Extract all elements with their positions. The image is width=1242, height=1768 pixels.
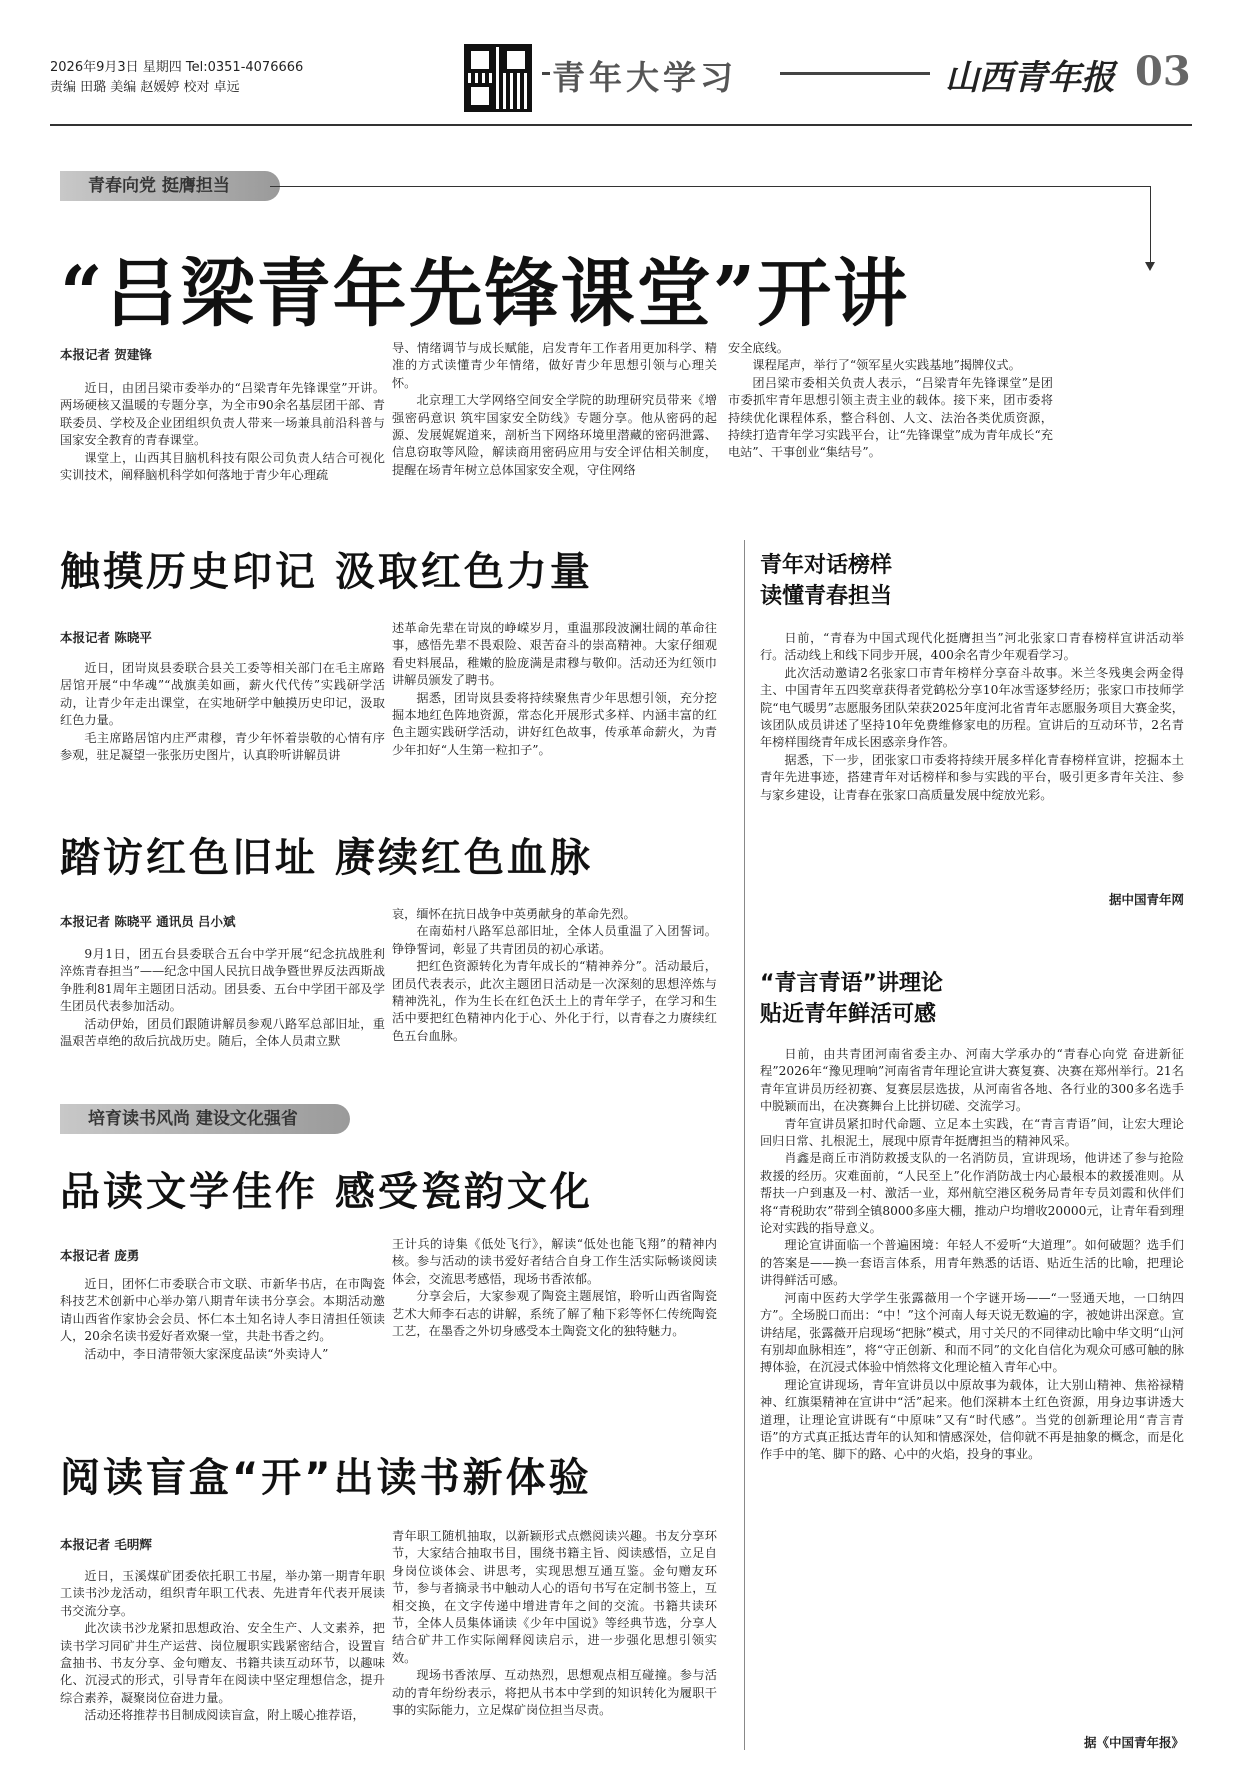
issue-date: 2026年9月3日 星期四 Tel:0351-4076666 [50, 60, 304, 75]
paragraph: 日前，“青春为中国式现代化挺膺担当”河北张家口青春榜样宣讲活动举行。活动线上和线下同步开展，400余名青少年观看学习。 [760, 631, 1184, 663]
paragraph: 安全底线。 [728, 341, 789, 355]
paragraph: 导、情绪调节与成长赋能，启发青年工作者用更加科学、精准的方式读懂青少年情绪，做好青少年思想引领与心理关怀。 [392, 341, 717, 390]
sidebar-headline-line: “青言青语”讲理论 [760, 971, 943, 996]
article-byline: 本报记者 贺建锋 [60, 347, 152, 362]
article-column [392, 1236, 717, 1340]
article-headline: 阅读盲盒“开”出读书新体验 [60, 1455, 592, 1501]
paragraph: 王计兵的诗集《低处飞行》，解读“低处也能飞翔”的精神内核。参与活动的读书爱好者结合自身工作生活实际畅谈阅读体会，交流思考感悟，现场书香浓郁。 [392, 1237, 717, 1286]
article-column [60, 946, 385, 1050]
paragraph: 现场书香浓厚、互动热烈，思想观点相互碰撞。参与活动的青年纷纷表示，将把从书本中学到的知识转化为履职干事的实际能力，立足煤矿岗位担当尽责。 [392, 1668, 717, 1718]
sidebar-column [760, 1046, 1184, 1464]
frame-rule [270, 186, 1150, 187]
article-source: 据中国青年网 [1108, 892, 1184, 907]
paragraph: 分享会后，大家参观了陶瓷主题展馆，聆听山西省陶瓷艺术大师李石志的讲解，系统了解了釉下彩等怀仁传统陶瓷工艺，在墨香之外切身感受本土陶瓷文化的独特魅力。 [392, 1289, 717, 1339]
paragraph: 近日，团怀仁市委联合市文联、市新华书店，在市陶瓷科技艺术创新中心举办第八期青年读书分享会。本期活动邀请山西省作家协会会员、怀仁本土知名诗人李日清担任领读人，20余名读书爱好者欢聚一堂，共赴书香之约。 [60, 1277, 385, 1344]
paragraph: 青年职工随机抽取，以新颖形式点燃阅读兴趣。书友分享环节，大家结合抽取书目，围绕书籍主旨、阅读感悟，立足自身岗位谈体会、讲思考，实现思想互通互鉴。金句赠友环节，参与者摘录书中触动人心的语句书写在定制书签上，互相交换，在文字传递中增进青年之间的交流。书籍共读环节，全体人员集体诵读《少年中国说》等经典节选，分享人结合矿井工作实际阐释阅读启示，进一步强化思想引领实效。 [392, 1529, 717, 1665]
paragraph: 述革命先辈在岢岚的峥嵘岁月，重温那段波澜壮阔的革命往事，感悟先辈不畏艰险、艰苦奋斗的崇高精神。大家仔细观看史料展品，稚嫩的脸庞满是肃穆与敬仰。活动还为红领巾讲解员颁发了聘书。 [392, 621, 717, 688]
article-column [60, 380, 385, 484]
column-banner: 培育读书风尚 建设文化强省 [60, 1104, 350, 1134]
sidebar-headline-line: 青年对话榜样 [760, 553, 893, 578]
article-byline: 本报记者 陈晓平 通讯员 吕小斌 [60, 914, 236, 929]
article-headline: 触摸历史印记 汲取红色力量 [60, 549, 593, 595]
article-column [728, 340, 1053, 462]
sidebar-headline-line: 读懂青春担当 [760, 584, 893, 609]
header-rule [780, 72, 930, 75]
article-column [392, 340, 717, 479]
article-headline: 品读文学佳作 感受瓷韵文化 [60, 1169, 593, 1215]
paragraph: 在南茹村八路军总部旧址，全体人员重温了入团誓词。铮铮誓词，彰显了共青团员的初心承诺。 [392, 924, 717, 956]
paragraph: 活动伊始，团员们跟随讲解员参观八路军总部旧址，重温艰苦卓绝的敌后抗战历史。随后，全体人员肃立默 [60, 1016, 385, 1049]
article-byline: 本报记者 庞勇 [60, 1248, 140, 1263]
paragraph: 此次读书沙龙紧扣思想政治、安全生产、人文素养，把读书学习同矿井生产运营、岗位履职实践紧密结合，设置盲盒抽书、书友分享、金句赠友、书籍共读互动环节，以趣味化、沉浸式的形式，引导青年在阅读中坚定理想信念，提升综合素养，凝聚岗位奋进力量。 [60, 1621, 385, 1705]
sidebar-headline [760, 550, 1180, 612]
arrow-down-icon [1145, 262, 1155, 271]
header-rule-left [542, 72, 550, 75]
article-column [60, 1276, 385, 1363]
paragraph: 课程尾声，举行了“领军星火实践基地”揭牌仪式。 [752, 358, 1021, 373]
paragraph: 把红色资源转化为青年成长的“精神养分”。活动最后，团员代表表示，此次主题团日活动是一次深刻的思想淬炼与精神洗礼，作为生长在红色沃土上的青年学子，在学习和生活中要把红色精神内化于心、外化于行，以青春之力赓续红色五台血脉。 [392, 959, 717, 1043]
editor-credits: 责编 田璐 美编 赵媛婷 校对 卓远 [50, 80, 240, 95]
article-byline: 本报记者 毛明辉 [60, 1537, 152, 1552]
article-column [392, 620, 717, 759]
article-column [392, 906, 717, 1045]
paragraph: 肖鑫是商丘市消防救援支队的一名消防员，宣讲现场，他讲述了参与抢险救援的经历。灾难面前，“人民至上”化作消防战士内心最根本的救援准则。从帮扶一户到惠及一村、激活一业，郑州航空港区税务局青年专员刘霞和伙伴们将“青税助农”带到全镇8000多座大棚，推动户均增收20000元，让青年看到理论对实践的指导意义。 [760, 1151, 1184, 1236]
paragraph: 团吕梁市委相关负责人表示，“吕梁青年先锋课堂”是团市委抓牢青年思想引领主责主业的载体。接下来，团市委将持续优化课程体系，整合科创、人文、法治各类优质资源，持续打造青年学习实践平台，让“先锋课堂”成为青年成长“充电站”、干事创业“集结号”。 [728, 375, 1053, 460]
paragraph: 此次活动邀请2名张家口市青年榜样分享奋斗故事。米兰冬残奥会两金得主、中国青年五四奖章获得者党鹤松分享10年冰雪逐梦经历；张家口市技师学院“电气暖男”志愿服务团队荣获2025年度河北省青年志愿服务项目大赛金奖，该团队成员讲述了坚持10年免费维修家电的历程。宣讲后的互动环节，2名青年榜样围绕青年成长困惑亲身作答。 [760, 665, 1184, 750]
newspaper-masthead: 山西青年报 [945, 58, 1115, 98]
sidebar-divider [744, 540, 745, 1750]
paragraph: 日前，由共青团河南省委主办、河南大学承办的“青春心向党 奋进新征程”2026年“豫见理响”河南省青年理论宣讲大赛复赛、决赛在郑州举行。21名青年宣讲员历经初赛、复赛层层选拔，从河南省各地、各行业的300多名选手中脱颖而出，在决赛舞台上比拼切磋、交流学习。 [760, 1047, 1184, 1114]
paragraph: 河南中医药大学学生张露薇用一个字谜开场——“一竖通天地，一口纳四方”。全场脱口而出：“中！”这个河南人每天说无数遍的字，被她讲出深意。宣讲结尾，张露薇开启现场“把脉”模式，用寸关尺的不同律动比喻中华文明“山河有别却血脉相连”，将“守正创新、和而不同”的文化自信化为观众可感可触的脉搏体验，在沉浸式体验中悄然将文化理论植入青年心中。 [760, 1290, 1184, 1375]
paragraph: 活动中，李日清带领大家深度品读“外卖诗人” [84, 1346, 329, 1361]
page-number: 03 [1135, 48, 1191, 95]
paragraph: 近日，团岢岚县委联合县关工委等相关部门在毛主席路居馆开展“中华魂”“战旗美如画，薪火代代传”实践研学活动，让青少年走出课堂，在实地研学中触摸历史印记，汲取红色力量。 [60, 661, 385, 728]
paragraph: 活动还将推荐书目制成阅读盲盒，附上暖心推荐语， [84, 1708, 365, 1723]
paragraph: 据悉，下一步，团张家口市委将持续开展多样化青春榜样宣讲，挖掘本土青年先进事迹，搭建青年对话榜样和参与实践的平台，吸引更多青年关注、参与家乡建设，让青春在张家口高质量发展中绽放光彩。 [760, 752, 1184, 802]
paragraph: 据悉，团岢岚县委将持续聚焦青少年思想引领，充分挖掘本地红色阵地资源，常态化开展形式多样、内涵丰富的红色主题实践研学活动，讲好红色故事，传承革命薪火，为青少年扣好“人生第一粒扣子”。 [392, 690, 717, 757]
column-banner: 青春向党 挺膺担当 [60, 171, 280, 201]
article-headline: 踏访红色旧址 赓续红色血脉 [60, 835, 593, 881]
paragraph: 哀，缅怀在抗日战争中英勇献身的革命先烈。 [392, 907, 636, 921]
section-title: 青年大学习 [552, 58, 737, 97]
paragraph: 9月1日，团五台县委联合五台中学开展“纪念抗战胜利 淬炼青春担当”——纪念中国人民抗日战争暨世界反法西斯战争胜利81周年主题团日活动。团县委、五台中学团干部及学生团员代表参加活动。 [60, 947, 385, 1014]
sidebar-headline-line: 贴近青年鲜活可感 [760, 1002, 937, 1027]
paragraph: 青年宣讲员紧扣时代命题、立足本土实践，在“青言青语”间，让宏大理论回归日常、扎根泥土，展现中原青年挺膺担当的精神风采。 [760, 1116, 1184, 1149]
headline: “吕梁青年先锋课堂”开讲 [60, 251, 910, 337]
article-column [60, 1568, 385, 1725]
paragraph: 理论宣讲面临一个普遍困境：年轻人不爱听“大道理”。如何破题？选手们的答案是——换一套语言体系，用青年熟悉的话语、贴近生活的比喻，把理论讲得鲜活可感。 [760, 1238, 1184, 1288]
frame-rule-vertical [1150, 186, 1151, 266]
paragraph: 课堂上，山西其目脑机科技有限公司负责人结合可视化实训技术，阐释脑机科学如何落地于青少年心理疏 [60, 450, 385, 483]
header-divider [50, 124, 1192, 126]
paragraph: 近日，玉溪煤矿团委依托职工书屋，举办第一期青年职工读书沙龙活动，组织青年职工代表、先进青年代表开展读书交流分享。 [60, 1569, 385, 1618]
sidebar-headline [760, 968, 1180, 1030]
article-column [60, 660, 385, 764]
article-column [392, 1528, 717, 1719]
paragraph: 北京理工大学网络空间安全学院的助理研究员带来《增强密码意识 筑牢国家安全防线》专题分享。他从密码的起源、发展娓娓道来，剖析当下网络环境里潜藏的密码泄露、信息窃取等风险，解读商用密码应用与安全评估相关制度，提醒在场青年树立总体国家安全观，守住网络 [392, 393, 717, 477]
paragraph: 理论宣讲现场，青年宣讲员以中原故事为载体，让大别山精神、焦裕禄精神、红旗渠精神在宣讲中“活”起来。他们深耕本土红色资源，用身边事讲透大道理，让理论宣讲既有“中原味”又有“时代感”。当党的创新理论用“青言青语”的方式真正抵达青年的认知和情感深处，信仰就不再是抽象的概念，而是化作手中的笔、脚下的路、心中的火焰，投身的事业。 [760, 1377, 1184, 1462]
paragraph: 毛主席路居馆内庄严肃穆，青少年怀着崇敬的心情有序参观，驻足凝望一张张历史图片，认真聆听讲解员讲 [60, 730, 385, 763]
sidebar-column [760, 630, 1184, 804]
paragraph: 近日，由团吕梁市委举办的“吕梁青年先锋课堂”开讲。两场硬核又温暖的专题分享，为全市90余名基层团干部、青联委员、学校及企业团组织负责人带来一场兼具前沿科普与国家安全教育的青春课堂。 [60, 381, 385, 448]
article-byline: 本报记者 陈晓平 [60, 630, 152, 645]
qr-code-icon[interactable] [464, 44, 532, 112]
article-source: 据《中国青年报》 [1083, 1735, 1184, 1750]
